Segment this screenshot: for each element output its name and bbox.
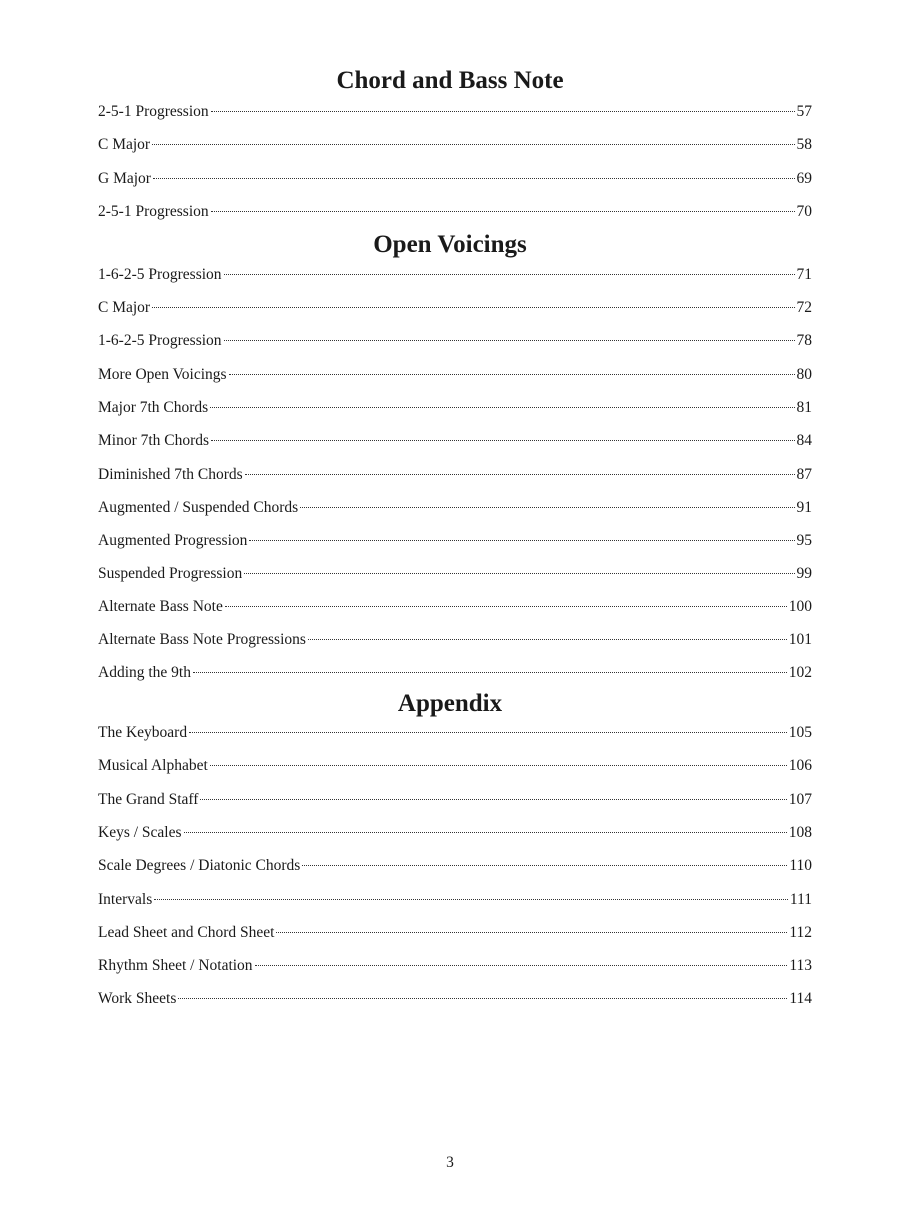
dot-leader [302, 865, 787, 866]
toc-entry-label: G Major [98, 170, 151, 187]
toc-entry[interactable] [98, 822, 812, 844]
toc-entry-label: Augmented Progression [98, 532, 248, 549]
toc-entry[interactable] [98, 497, 812, 519]
toc-entry-page: 110 [789, 857, 812, 874]
dot-leader [225, 606, 787, 607]
dot-leader [153, 178, 795, 179]
toc-entry-label: Augmented / Suspended Chords [98, 499, 299, 516]
toc-entry-label: Rhythm Sheet / Notation [98, 957, 253, 974]
toc-entry-label: C Major [98, 136, 151, 153]
toc-entry-page: 91 [796, 499, 812, 516]
toc-entry[interactable] [98, 397, 812, 419]
dot-leader [193, 672, 787, 673]
toc-entry-page: 101 [788, 631, 812, 648]
toc-entry-page: 107 [788, 791, 812, 808]
dot-leader [229, 374, 795, 375]
toc-entry-page: 70 [796, 203, 812, 220]
toc-entry-page: 100 [788, 598, 812, 615]
toc-entry[interactable] [98, 722, 812, 744]
toc-entry-label: Lead Sheet and Chord Sheet [98, 924, 275, 941]
toc-entry-label: Minor 7th Chords [98, 432, 210, 449]
section-title-open-voicings: Open Voicings [373, 231, 527, 258]
section-title-chord-and-bass-note: Chord and Bass Note [336, 67, 564, 94]
dot-leader [224, 274, 795, 275]
toc-entry[interactable] [98, 563, 812, 585]
toc-entry-label: 1-6-2-5 Progression [98, 332, 222, 349]
toc-entry-page: 71 [796, 266, 812, 283]
dot-leader [244, 573, 794, 574]
toc-entry-page: 102 [788, 664, 812, 681]
dot-leader [210, 765, 787, 766]
dot-leader [276, 932, 787, 933]
dot-leader [184, 832, 787, 833]
toc-entry-page: 87 [796, 466, 812, 483]
toc-entry-page: 69 [796, 170, 812, 187]
toc-entry-page: 57 [796, 103, 812, 120]
toc-entry[interactable] [98, 464, 812, 486]
dot-leader [245, 474, 795, 475]
toc-entry[interactable] [98, 955, 812, 977]
toc-entry-label: Suspended Progression [98, 565, 243, 582]
toc-entry-page: 99 [796, 565, 812, 582]
toc-entry[interactable] [98, 988, 812, 1010]
toc-entry[interactable] [98, 596, 812, 618]
dot-leader [178, 998, 787, 999]
dot-leader [308, 639, 787, 640]
toc-entry-page: 106 [788, 757, 812, 774]
toc-entry-label: Intervals [98, 891, 153, 908]
dot-leader [211, 211, 795, 212]
toc-entry[interactable] [98, 629, 812, 651]
toc-entry-label: The Grand Staff [98, 791, 199, 808]
toc-entry[interactable] [98, 889, 812, 911]
toc-entry-label: Alternate Bass Note [98, 598, 223, 615]
toc-entry-page: 80 [796, 366, 812, 383]
toc-entry[interactable] [98, 755, 812, 777]
toc-entry-page: 108 [788, 824, 812, 841]
toc-entry-label: Alternate Bass Note Progressions [98, 631, 306, 648]
toc-entry[interactable] [98, 662, 812, 684]
toc-entry-page: 84 [796, 432, 812, 449]
page-number: 3 [446, 1154, 454, 1171]
toc-entry-page: 113 [789, 957, 812, 974]
toc-entry[interactable] [98, 134, 812, 156]
toc-entry[interactable] [98, 364, 812, 386]
toc-entry-label: Adding the 9th [98, 664, 191, 681]
dot-leader [200, 799, 786, 800]
toc-entry[interactable] [98, 855, 812, 877]
toc-entry-page: 81 [796, 399, 812, 416]
toc-entry-label: C Major [98, 299, 151, 316]
dot-leader [255, 965, 788, 966]
dot-leader [210, 407, 794, 408]
toc-entry-page: 78 [796, 332, 812, 349]
toc-entry[interactable] [98, 264, 812, 286]
toc-entry[interactable] [98, 430, 812, 452]
toc-entry-label: 1-6-2-5 Progression [98, 266, 222, 283]
dot-leader [211, 440, 794, 441]
dot-leader [211, 111, 795, 112]
toc-entry-page: 105 [788, 724, 812, 741]
toc-entry-label: Keys / Scales [98, 824, 182, 841]
dot-leader [300, 507, 794, 508]
toc-entry-label: Work Sheets [98, 990, 177, 1007]
dot-leader [152, 307, 794, 308]
toc-entry-page: 111 [789, 891, 812, 908]
toc-entry[interactable] [98, 922, 812, 944]
toc-entry[interactable] [98, 530, 812, 552]
toc-entry-label: 2-5-1 Progression [98, 203, 209, 220]
dot-leader [249, 540, 794, 541]
toc-entry-label: Scale Degrees / Diatonic Chords [98, 857, 301, 874]
toc-entry-label: 2-5-1 Progression [98, 103, 209, 120]
dot-leader [152, 144, 794, 145]
toc-entry-label: Major 7th Chords [98, 399, 209, 416]
toc-entry-label: The Keyboard [98, 724, 188, 741]
toc-entry-label: Musical Alphabet [98, 757, 208, 774]
toc-entry[interactable] [98, 201, 812, 223]
toc-entry[interactable] [98, 789, 812, 811]
toc-entry-page: 114 [789, 990, 812, 1007]
toc-entry-page: 95 [796, 532, 812, 549]
toc-entry[interactable] [98, 297, 812, 319]
toc-entry-label: Diminished 7th Chords [98, 466, 243, 483]
dot-leader [224, 340, 795, 341]
toc-entry-page: 72 [796, 299, 812, 316]
toc-entry[interactable] [98, 168, 812, 190]
dot-leader [154, 899, 788, 900]
toc-entry-label: More Open Voicings [98, 366, 227, 383]
toc-entry[interactable] [98, 330, 812, 352]
dot-leader [189, 732, 787, 733]
toc-entry-page: 112 [789, 924, 812, 941]
toc-entry[interactable] [98, 101, 812, 123]
section-title-appendix: Appendix [397, 690, 503, 717]
toc-entry-page: 58 [796, 136, 812, 153]
